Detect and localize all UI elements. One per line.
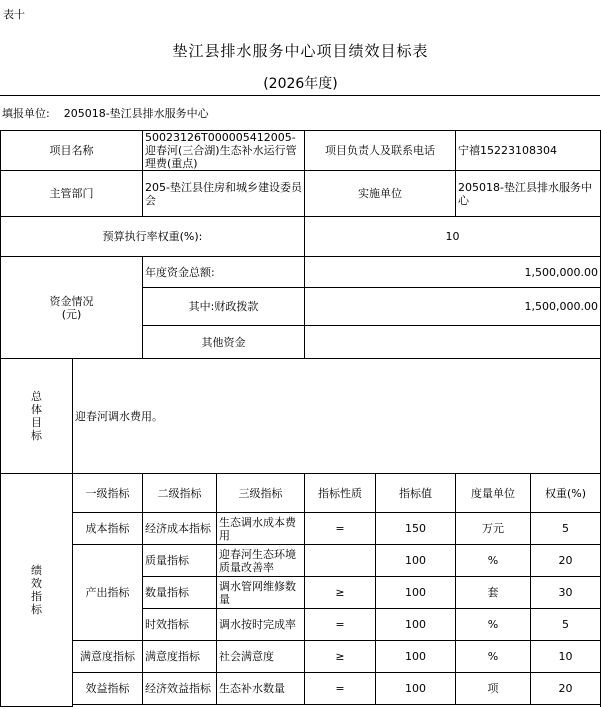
- row-level1: 满意度指标: [73, 641, 143, 673]
- implementing-unit-value: 205018-垫江县排水服务中心: [456, 171, 601, 217]
- department-row: [1, 171, 601, 217]
- project-name-label: 项目名称: [1, 131, 143, 171]
- row-level3: 迎春河生态环境质量改善率: [217, 545, 305, 577]
- row-nature: ≥: [305, 641, 376, 673]
- fiscal-value: 1,500,000.00: [305, 288, 601, 326]
- overall-goal-row: [1, 359, 601, 474]
- budget-weight-label: 预算执行率权重(%):: [1, 217, 305, 257]
- fill-unit-value: 205018-垫江县排水服务中心: [63, 107, 209, 120]
- vertical-char: 总: [31, 390, 42, 403]
- row-level2: 质量指标: [143, 545, 217, 577]
- row-value: 100: [376, 609, 456, 641]
- vertical-char: 绩: [31, 564, 42, 577]
- row-value: 100: [376, 545, 456, 577]
- header-unit: 度量单位: [456, 474, 531, 513]
- header-level3: 三级指标: [217, 474, 305, 513]
- row-nature: =: [305, 673, 376, 705]
- spacer-cell: [73, 705, 601, 707]
- row-level3: 生态调水成本费用: [217, 513, 305, 545]
- row-nature: =: [305, 609, 376, 641]
- annual-total-value: 1,500,000.00: [305, 257, 601, 288]
- project-name-value: 50023126T000005412005-迎春河(三合湖)生态补水运行管理费(重点): [143, 131, 305, 171]
- row-unit: 万元: [456, 513, 531, 545]
- row-nature: =: [305, 513, 376, 545]
- vertical-char: 目: [31, 416, 42, 429]
- indicator-header-row: [1, 474, 601, 513]
- table-bottom-spacer: [1, 705, 601, 707]
- row-unit: 套: [456, 577, 531, 609]
- row-level3: 社会满意度: [217, 641, 305, 673]
- row-unit: 项: [456, 673, 531, 705]
- contact-label: 项目负责人及联系电话: [305, 131, 456, 171]
- fiscal-label: 其中:财政拨款: [143, 288, 305, 326]
- row-value: 100: [376, 641, 456, 673]
- department-label: 主管部门: [1, 171, 143, 217]
- vertical-char: 标: [31, 429, 42, 442]
- annual-total-label: 年度资金总额:: [143, 257, 305, 288]
- table-number: 表十: [3, 8, 25, 21]
- vertical-char: 标: [31, 603, 42, 616]
- row-nature: ≥: [305, 577, 376, 609]
- budget-weight-row: [1, 217, 601, 257]
- row-level2: 数量指标: [143, 577, 217, 609]
- budget-weight-value: 10: [305, 217, 601, 257]
- row-level1: 效益指标: [73, 673, 143, 705]
- row-value: 100: [376, 577, 456, 609]
- funds-total-row: [1, 257, 601, 288]
- department-value: 205-垫江县住房和城乡建设委员会: [143, 171, 305, 217]
- header-level2: 二级指标: [143, 474, 217, 513]
- vertical-char: 体: [31, 403, 42, 416]
- row-value: 150: [376, 513, 456, 545]
- indicators-section-label: [1, 474, 73, 707]
- row-value: 100: [376, 673, 456, 705]
- header-value: 指标值: [376, 474, 456, 513]
- table-row: [1, 545, 601, 577]
- funds-label: [1, 257, 143, 359]
- row-weight: 5: [531, 513, 601, 545]
- table-row: [1, 673, 601, 705]
- row-level2: 经济成本指标: [143, 513, 217, 545]
- row-level2: 时效指标: [143, 609, 217, 641]
- fill-unit-row: [0, 95, 600, 130]
- other-funds-label: 其他资金: [143, 326, 305, 359]
- row-level1: 产出指标: [73, 545, 143, 641]
- funds-label-line1: 资金情况: [49, 294, 94, 308]
- project-name-row: [1, 131, 601, 171]
- other-funds-value: [305, 326, 601, 359]
- contact-value: 宁禧15223108304: [456, 131, 601, 171]
- row-unit: %: [456, 609, 531, 641]
- row-nature: [305, 545, 376, 577]
- vertical-char: 指: [31, 590, 42, 603]
- row-weight: 10: [531, 641, 601, 673]
- fill-unit-label: 填报单位:: [2, 107, 50, 120]
- row-weight: 20: [531, 673, 601, 705]
- header-weight: 权重(%): [531, 474, 601, 513]
- row-unit: %: [456, 545, 531, 577]
- header-nature: 指标性质: [305, 474, 376, 513]
- funds-label-line2: (元): [61, 307, 82, 321]
- row-weight: 5: [531, 609, 601, 641]
- row-level3: 调水管网维修数量: [217, 577, 305, 609]
- overall-goal-label: [1, 359, 73, 474]
- page-title: 垫江县排水服务中心项目绩效目标表: [172, 42, 429, 60]
- row-level3: 调水按时完成率: [217, 609, 305, 641]
- table-row: [1, 641, 601, 673]
- header-level1: 一级指标: [73, 474, 143, 513]
- implementing-unit-label: 实施单位: [305, 171, 456, 217]
- row-unit: %: [456, 641, 531, 673]
- row-weight: 30: [531, 577, 601, 609]
- row-level2: 经济效益指标: [143, 673, 217, 705]
- row-level1: 成本指标: [73, 513, 143, 545]
- row-level3: 生态补水数量: [217, 673, 305, 705]
- overall-goal-text: 迎春河调水费用。: [73, 359, 601, 474]
- performance-table: [0, 130, 601, 707]
- vertical-char: 效: [31, 577, 42, 590]
- row-weight: 20: [531, 545, 601, 577]
- year-subtitle: (2026年度): [263, 76, 338, 92]
- table-row: [1, 513, 601, 545]
- row-level2: 满意度指标: [143, 641, 217, 673]
